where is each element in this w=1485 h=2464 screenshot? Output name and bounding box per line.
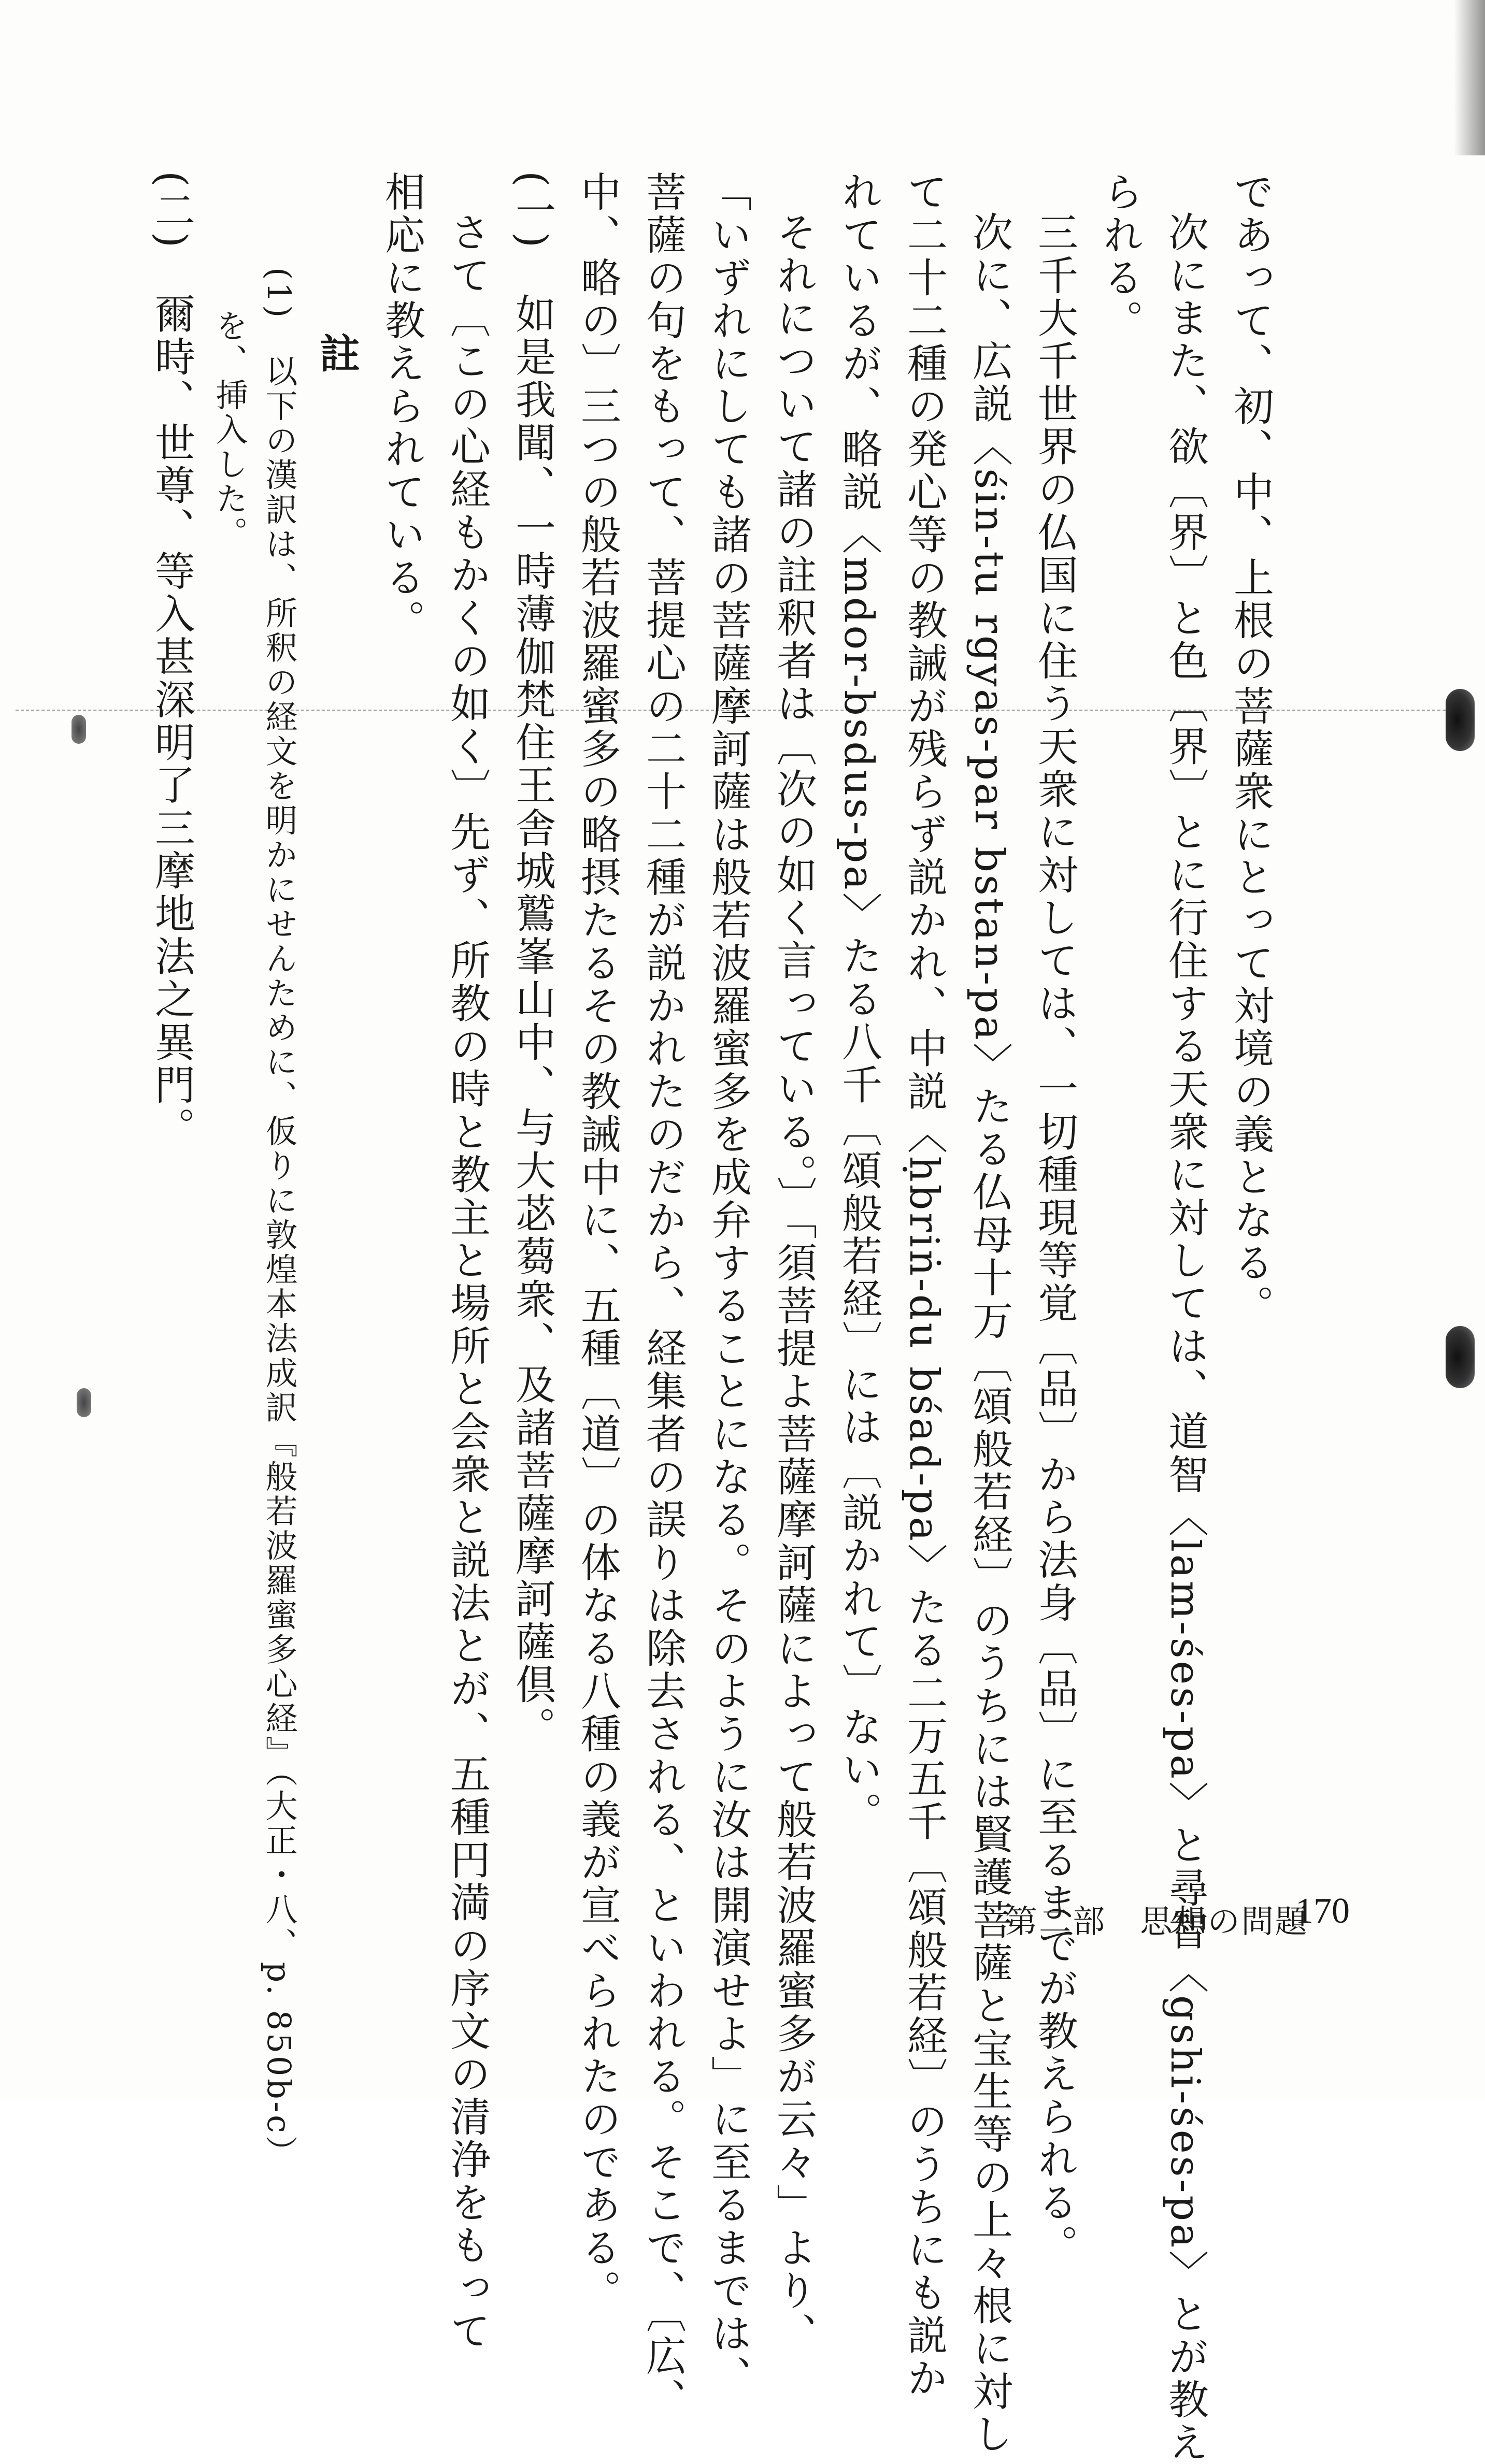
text-line: 次にまた、欲〔界〕と色〔界〕とに行住する天衆に対しては、道智〈lam-śes-pa〉と尋智〈gshi-śes-pa〉とが教え — [1162, 211, 1208, 2464]
text-line: であって、初、中、上根の菩薩衆にとって対境の義となる。 — [1227, 171, 1274, 1328]
text-line: (二) 爾時、世尊、等入甚深明了三摩地法之異門。 — [148, 171, 195, 1150]
text-line: 「いずれにしても諸の菩薩摩訶薩は般若波羅蜜多を成弁することになる。そのように汝は開演せよ」に至るまでは、 — [705, 171, 751, 2398]
text-line: られる。 — [1096, 171, 1143, 342]
text-line: 菩薩の句をもって、菩提心の二十二種が説かれたのだから、経集者の誤りは除去される、といわれる。そこで、〔広、 — [639, 171, 686, 2421]
note-line: を、挿入した。 — [210, 309, 248, 551]
note-line: (1) 以下の漢訳は、所釈の経文を明かにせんために、仮りに敦煌本法成訳『般若波羅蜜多心経』（大正・八、p. 850b-c） — [260, 267, 298, 2170]
punch-hole-top — [1446, 689, 1475, 751]
punch-hole-bottom — [1446, 1326, 1475, 1388]
text-line: (一) 如是我聞、一時薄伽梵住王舎城鷲峯山中、与大苾蒭衆、及諸菩薩摩訶薩倶。 — [509, 171, 555, 1749]
note-heading: 註 — [313, 333, 360, 376]
text-line: れているが、略説〈mdor-bsdus-pa〉たる八千〔頌般若経〕には〔説かれて〕ない。 — [835, 171, 882, 1835]
margin-mark-upper — [72, 715, 86, 744]
text-line: それについて諸の註釈者は〔次の如く言っている。〕「須菩提よ菩薩摩訶薩によって般若波羅蜜多が云々」より、 — [770, 211, 817, 2355]
text-line: さて〔この心経もかくの如く〕先ず、所教の時と教主と場所と会衆と説法とが、五種円満の序文の清浄をもって — [444, 211, 490, 2353]
text-line: 相応に教えられている。 — [378, 171, 425, 642]
text-line: 次に、広説〈śin-tu rgyas-par bstan-pa〉たる仏母十万〔頌般若経〕のうちには賢護菩薩と宝生等の上々根に対し — [966, 211, 1012, 2456]
text-line: 三千大千世界の仏国に住う天衆に対しては、一切種現等覚〔品〕から法身〔品〕に至るまでが教えられる。 — [1031, 211, 1078, 2267]
margin-mark-lower — [77, 1388, 91, 1417]
page-number: 170 — [1295, 1891, 1350, 1931]
running-head: 第二部 思想の問題 — [1005, 1903, 1309, 1940]
vertical-text-body — [91, 171, 1283, 2464]
text-line: て二十二種の発心等の教誡が残らず説かれ、中説〈ḥbriṅ-du bśad-pa〉たる二万五千〔頌般若経〕のうちにも説か — [901, 171, 947, 2400]
text-line: 中、略の〕三つの般若波羅蜜多の略摂たるその教誡中に、五種〔道〕の体なる八種の義が宣べられたのである。 — [574, 171, 621, 2312]
page-edge-shadow — [1454, 0, 1485, 155]
